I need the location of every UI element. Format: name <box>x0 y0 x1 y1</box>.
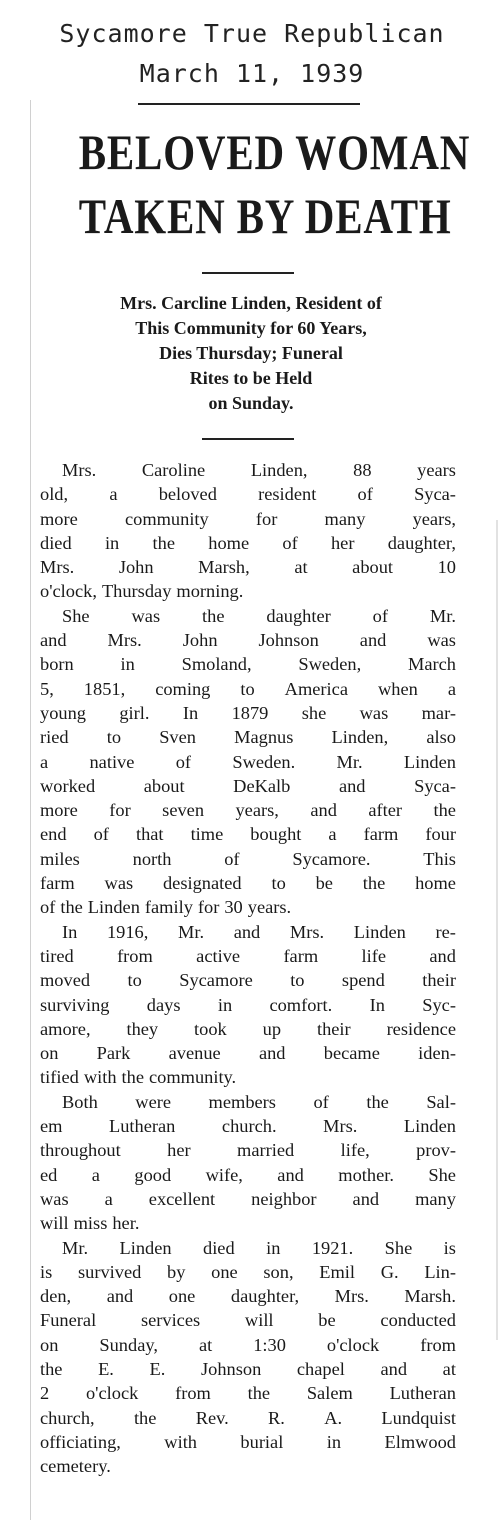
article-line: ed a good wife, and mother. She <box>40 1164 456 1185</box>
source-caption <box>0 14 504 94</box>
article-line: of the Linden family for 30 years. <box>40 897 292 918</box>
article-line: In 1916, Mr. and Mrs. Linden re- <box>62 921 456 942</box>
article-line: on Sunday, at 1:30 o'clock from <box>40 1334 456 1355</box>
deck-rule <box>202 438 294 440</box>
article-line: officiating, with burial in Elmwood <box>40 1431 456 1452</box>
top-rule <box>138 103 360 105</box>
publication-name: Sycamore True Republican <box>59 19 445 48</box>
article-line: farm was designated to be the home <box>40 873 456 894</box>
article-line: Mrs. Caroline Linden, 88 years <box>62 460 456 480</box>
article-line: and Mrs. John Johnson and was <box>40 630 456 651</box>
article-line: end of that time bought a farm four <box>40 824 456 845</box>
article-line: born in Smoland, Sweden, March <box>40 654 456 675</box>
article-line: 2 o'clock from the Salem Lutheran <box>40 1383 456 1404</box>
deck-line: This Community for 60 Years, <box>135 318 367 338</box>
article-line: o'clock, Thursday morning. <box>40 581 244 602</box>
article-line: Both were members of the Sal- <box>62 1091 456 1112</box>
article-line: on Park avenue and became iden- <box>40 1043 456 1064</box>
article-line: worked about DeKalb and Syca- <box>40 775 456 796</box>
article-line: is survived by one son, Emil G. Lin- <box>40 1261 456 1282</box>
article-line: church, the Rev. R. A. Lundquist <box>40 1407 456 1428</box>
article-line: a native of Sweden. Mr. Linden <box>40 751 456 772</box>
article-line: She was the daughter of Mr. <box>62 605 456 626</box>
headline-rule <box>202 272 294 274</box>
deck-line: Mrs. Carcline Linden, Resident of <box>120 293 382 313</box>
article-line: em Lutheran church. Mrs. Linden <box>40 1116 456 1137</box>
deck-line: on Sunday. <box>208 393 294 413</box>
article-line: den, and one daughter, Mrs. Marsh. <box>40 1286 456 1307</box>
article-line: young girl. In 1879 she was mar- <box>40 702 456 723</box>
article-line: more for seven years, and after the <box>40 800 456 821</box>
article-line: Funeral services will be conducted <box>40 1310 456 1331</box>
article-line: moved to Sycamore to spend their <box>40 970 456 991</box>
article-line: Mrs. John Marsh, at about 10 <box>40 557 456 578</box>
article-line: will miss her. <box>40 1213 140 1234</box>
article-body <box>40 458 456 1478</box>
article-line: amore, they took up their residence <box>40 1018 456 1039</box>
article-line: throughout her married life, prov- <box>40 1140 456 1161</box>
deck-line: Dies Thursday; Funeral <box>159 343 343 363</box>
article-line: Mr. Linden died in 1921. She is <box>62 1237 456 1258</box>
subheadline-deck <box>30 291 472 416</box>
article-line: old, a beloved resident of Syca- <box>40 484 456 505</box>
article-line: cemetery. <box>40 1456 111 1477</box>
article-line: ried to Sven Magnus Linden, also <box>40 727 456 748</box>
deck-line: Rites to be Held <box>189 368 313 388</box>
column-edge-right <box>496 520 498 1340</box>
article-line: died in the home of her daughter, <box>40 532 456 553</box>
article-line: tified with the community. <box>40 1067 237 1088</box>
article-line: miles north of Sycamore. This <box>40 848 456 869</box>
article-line: more community for many years, <box>40 508 456 529</box>
article-line: was a excellent neighbor and many <box>40 1188 456 1209</box>
headline <box>78 120 471 248</box>
headline-line: TAKEN BY DEATH <box>78 188 452 244</box>
article-line: tired from active farm life and <box>40 945 456 966</box>
publication-date: March 11, 1939 <box>139 59 365 88</box>
article-line: 5, 1851, coming to America when a <box>40 678 456 699</box>
article-line: surviving days in comfort. In Syc- <box>40 994 456 1015</box>
headline-line: BELOVED WOMAN <box>78 124 471 180</box>
article-line: the E. E. Johnson chapel and at <box>40 1358 456 1379</box>
